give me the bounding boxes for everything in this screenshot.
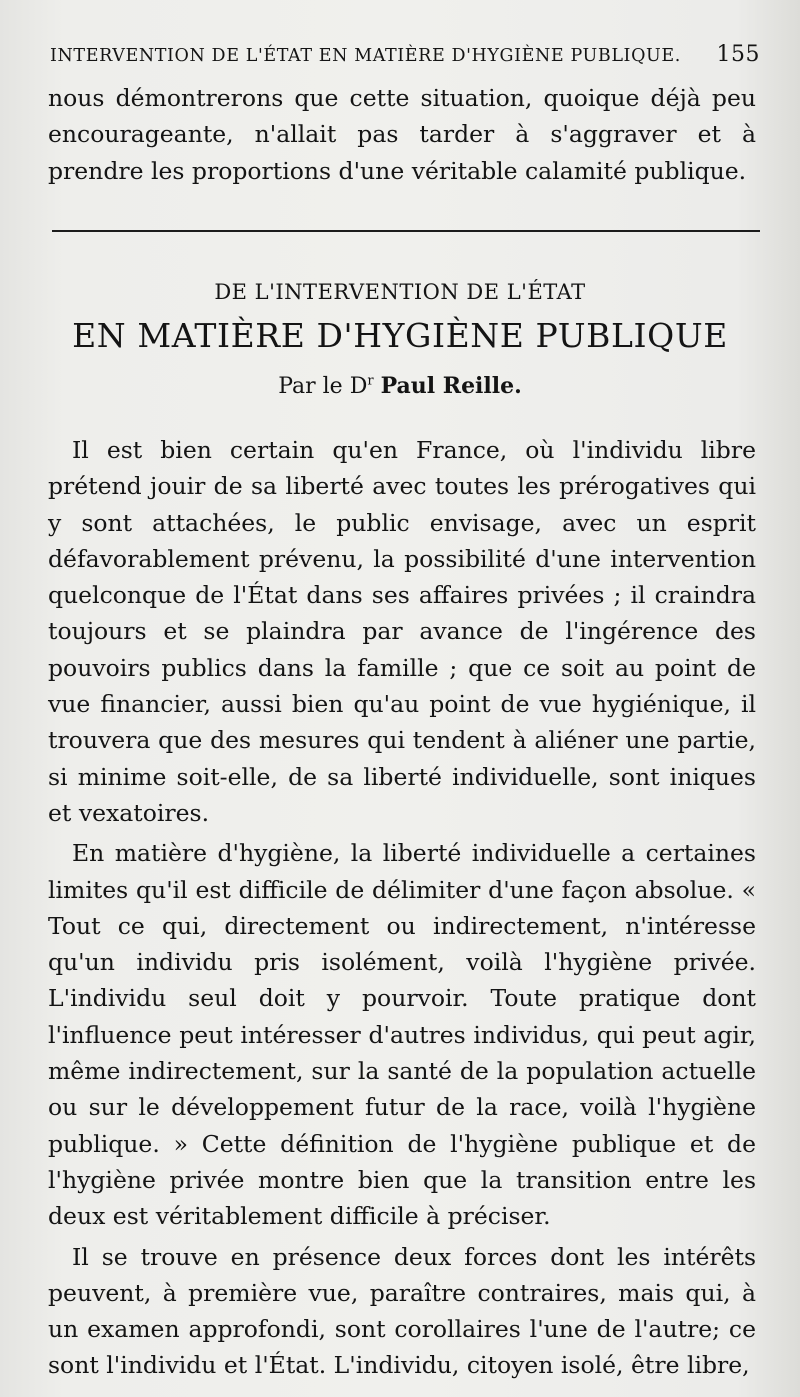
running-header — [50, 42, 760, 67]
section-divider — [52, 230, 760, 232]
body-paragraph: Il est bien certain qu'en France, où l'individu libre prétend jouir de sa liberté avec toutes les prérogatives qui y sont attachées, le public envisage, avec un esprit défavorablement prévenu, la possibilité d'une intervention quelconque de l'État dans ses affaires privées ; il craindra toujours et se plaindra par avance de l'ingérence des pouvoirs publics dans la famille ; que ce soit au point de vue financier, aussi bien qu'au point de vue hygiénique, il trouvera que des mesures qui tendent à aliéner une partie, si minime soit-elle, de sa liberté individuelle, sont iniques et vexatoires. — [48, 436, 756, 827]
byline-superscript: r — [367, 373, 374, 389]
page-number: 155 — [716, 42, 760, 67]
article-body — [48, 432, 756, 1388]
running-title: INTERVENTION DE L'ÉTAT EN MATIÈRE D'HYGIÈNE PUBLIQUE. — [50, 46, 681, 66]
intro-paragraph: nous démontrerons que cette situation, quoique déjà peu encourageante, n'allait pas tarder à s'aggraver et à prendre les proportions d'une véritable calamité publique. — [48, 84, 756, 185]
article-title-line1: DE L'INTERVENTION DE L'ÉTAT — [214, 280, 586, 304]
body-paragraph: Il se trouve en présence deux forces dont les intérêts peuvent, à première vue, paraître contraires, mais qui, à un examen approfondi, sont corollaires l'une de l'autre; ce sont l'individu et l'État. L'individu, citoyen isolé, être libre, — [48, 1242, 756, 1380]
byline-prefix: Par le D — [278, 374, 368, 399]
article-title-line2: EN MATIÈRE D'HYGIÈNE PUBLIQUE — [72, 316, 728, 355]
author-name: Paul Reille. — [380, 373, 522, 399]
byline — [0, 373, 800, 399]
body-paragraph: En matière d'hygiène, la liberté individuelle a certaines limites qu'il est difficile de délimiter d'une façon absolue. « Tout ce qui, directement ou indirectement, n'intéresse qu'un individu pris isolément, voilà l'hygiène privée. L'individu seul doit y pourvoir. Toute pratique dont l'influence peut intéresser d'autres individus, qui peut agir, même indirectement, sur la santé de la population actuelle ou sur le développement futur de la race, voilà l'hygiène publique. » Cette définition de l'hygiène publique et de l'hygiène privée montre bien que la transition entre les deux est véritablement difficile à préciser. — [48, 839, 756, 1231]
